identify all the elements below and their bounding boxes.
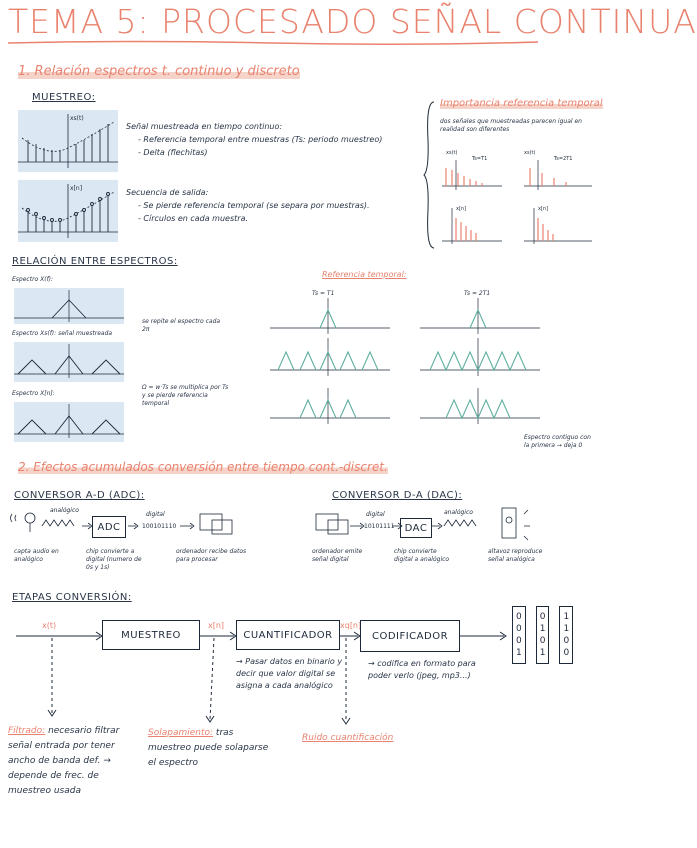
relacion-note-2: Ω = w·Ts se multiplica por Ts y se pierde referencia temporal	[142, 384, 229, 407]
sequence-note: Secuencia de salida: - Se pierde referencia temporal (se separa por muestras). - Círculos en cada muestra.	[126, 188, 370, 223]
dac-box: DAC	[400, 518, 432, 538]
solapamiento-note: Solapamiento: tras muestreo puede solaparse el espectro	[148, 728, 269, 768]
spectrum-xs-f	[14, 342, 124, 382]
dac-cap-1: ordenador emite señal digital	[312, 548, 363, 563]
dac-cap-3: altavoz reproduce señal analógica	[488, 548, 543, 563]
page-title: TEMA 5: PROCESADO SEÑAL CONTINUA	[8, 2, 697, 41]
imp-label-2: Ts=T1	[472, 156, 488, 162]
importancia-heading: Importancia referencia temporal	[440, 98, 603, 109]
imp-label-6: x[n]	[538, 206, 549, 212]
codificador-note: → codifica en formato para poder verlo (jpeg, mp3...)	[368, 659, 476, 680]
dac-heading: CONVERSOR D-A (DAC):	[332, 490, 463, 501]
ruido-note: Ruido cuantificación	[302, 733, 394, 743]
imp-label-5: x[n]	[456, 206, 467, 212]
adc-diagram	[6, 506, 266, 546]
dac-digital-label: digital	[366, 511, 385, 518]
imp-label-4: Ts=2T1	[554, 156, 573, 162]
sampled-signal-plot	[18, 110, 118, 172]
dac-cap-2: chip convierte digital a analógico	[394, 548, 450, 563]
imp-label-1: xs(t)	[446, 150, 458, 156]
title-underline	[8, 40, 538, 46]
codificador-block: CODIFICADOR	[360, 620, 460, 652]
adc-heading: CONVERSOR A-D (ADC):	[14, 490, 145, 501]
muestreo-block: MUESTREO	[102, 620, 200, 650]
importancia-plots	[442, 146, 592, 246]
cuantificador-note: → Pasar datos en binario y decir que valor digital se asigna a cada analógico	[236, 657, 343, 690]
adc-cap-2: chip convierte a digital (numero de 0s y 1s)	[86, 548, 142, 571]
flow-x-n: x[n]	[208, 621, 225, 630]
adc-cap-3: ordenador recibe datos para procesar	[176, 548, 247, 563]
importancia-text: dos señales que muestreadas parecen igual en realidad son diferentes	[440, 118, 582, 133]
output-sequence-plot	[18, 180, 118, 242]
flow-xq-n: xq[n]	[340, 621, 362, 630]
adc-cap-1: capta audio en analógico	[14, 548, 59, 563]
plot2-label: x[n]	[70, 185, 83, 192]
dac-diagram	[310, 506, 570, 546]
plot1-label: xs(t)	[70, 115, 84, 122]
signal-note: Señal muestreada en tiempo continuo: - Referencia temporal entre muestras (Ts: periodo muestreo) - Delta (flechitas)	[126, 122, 383, 157]
ref-right-label: Ts = 2T1	[464, 290, 491, 297]
code-column-3: 1 1 0 0	[559, 606, 573, 664]
spectrum-x-f	[14, 288, 124, 324]
ref-temporal-heading: Referencia temporal:	[322, 270, 407, 279]
section-2-heading: 2. Efectos acumulados conversión entre tiempo cont.-discret.	[18, 460, 388, 474]
imp-label-3: xs(t)	[524, 150, 536, 156]
relacion-heading: RELACIÓN ENTRE ESPECTROS:	[12, 256, 178, 267]
importancia-bracket	[424, 100, 436, 250]
dac-analog-label: analógico	[444, 509, 473, 516]
ref-left-label: Ts = T1	[312, 290, 335, 297]
cuantificador-block: CUANTIFICADOR	[236, 620, 340, 650]
dac-bits: 10101111	[364, 523, 395, 530]
adc-analog-label: analógico	[50, 507, 79, 514]
spectrum-x-n	[14, 402, 124, 442]
flow-x-t: x(t)	[42, 621, 57, 630]
spec2-label: Espectro Xs(f): señal muestreada	[12, 330, 113, 337]
ref-temporal-plots	[270, 294, 600, 444]
adc-digital-label: digital	[146, 511, 165, 518]
adc-bits: 100101110	[142, 523, 177, 530]
relacion-note-1: se repite el espectro cada 2π	[142, 318, 221, 333]
section-1-heading: 1. Relación espectros t. continuo y discreto	[18, 64, 300, 79]
spec3-label: Espectro X[n]:	[12, 390, 55, 397]
etapas-heading: ETAPAS CONVERSIÓN:	[12, 592, 132, 603]
code-column-2: 0 1 0 1	[536, 606, 550, 664]
adc-box: ADC	[92, 516, 126, 538]
ref-footnote: Espectro contiguo con la primera → deja 0	[524, 434, 591, 449]
spec1-label: Espectro X(f):	[12, 276, 54, 283]
muestreo-heading: MUESTREO:	[32, 92, 96, 103]
code-column-1: 0 0 0 1	[512, 606, 526, 664]
binary-codes	[512, 606, 573, 664]
filtrado-note: Filtrado: necesario filtrar señal entrada por tener ancho de banda def. → depende de frec. de muestreo usada	[8, 726, 120, 796]
